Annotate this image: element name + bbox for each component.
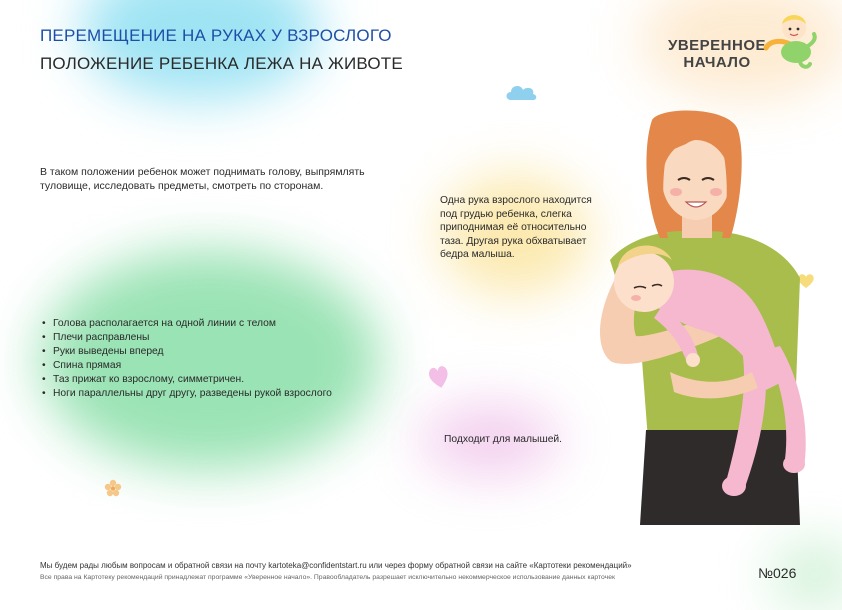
page-subtitle: ПОЛОЖЕНИЕ РЕБЕНКА ЛЕЖА НА ЖИВОТЕ [40,54,403,73]
brand-logo-line-1: УВЕРЕННОЕ [668,37,767,54]
flower-icon [104,479,122,497]
card-number: №026 [758,565,797,581]
positioning-checklist [40,317,332,401]
intro-paragraph: В таком положении ребенок может поднимать голову, выпрямлять туловище, исследовать предметы, смотреть по сторонам. [40,166,365,192]
background-blob-cyan [80,0,320,100]
list-item: • Таз прижат ко взрослому, симметричен. [40,373,332,387]
list-item: • Плечи расправлены [40,331,332,345]
hand-position-note: Одна рука взрослого находится под грудью ребенка, слегка приподнимая её относительно таза. Другая рука обхватывает бедра малыша. [440,195,592,260]
footer-rights: Все права на Картотеку рекомендаций принадлежат программе «Уверенное начало». Правообладатель разрешает исключительно некоммерческое использование данных карточек [40,574,615,581]
list-item: • Руки выведены вперед [40,345,332,359]
footer-contact: Мы будем рады любым вопросам и обратной связи на почту kartoteka@confidentstart.ru или через форму обратной связи на сайте «Картотеки рекомендаций» [40,561,632,570]
list-item: • Ноги параллельны друг другу, разведены рукой взрослого [40,387,332,401]
suitability-note: Подходит для малышей. [444,434,563,445]
brand-logo-line-2: НАЧАЛО [683,54,751,71]
adult-holding-baby-illustration [590,110,810,525]
list-item: • Голова располагается на одной линии с телом [40,317,332,331]
heart-icon [428,364,450,390]
cloud-icon [503,80,539,104]
list-item: • Спина прямая [40,359,332,373]
page-title: ПЕРЕМЕЩЕНИЕ НА РУКАХ У ВЗРОСЛОГО [40,26,392,45]
brand-logo-text [668,37,766,71]
brand-logo [662,12,822,82]
baby-mascot-icon [760,10,820,72]
